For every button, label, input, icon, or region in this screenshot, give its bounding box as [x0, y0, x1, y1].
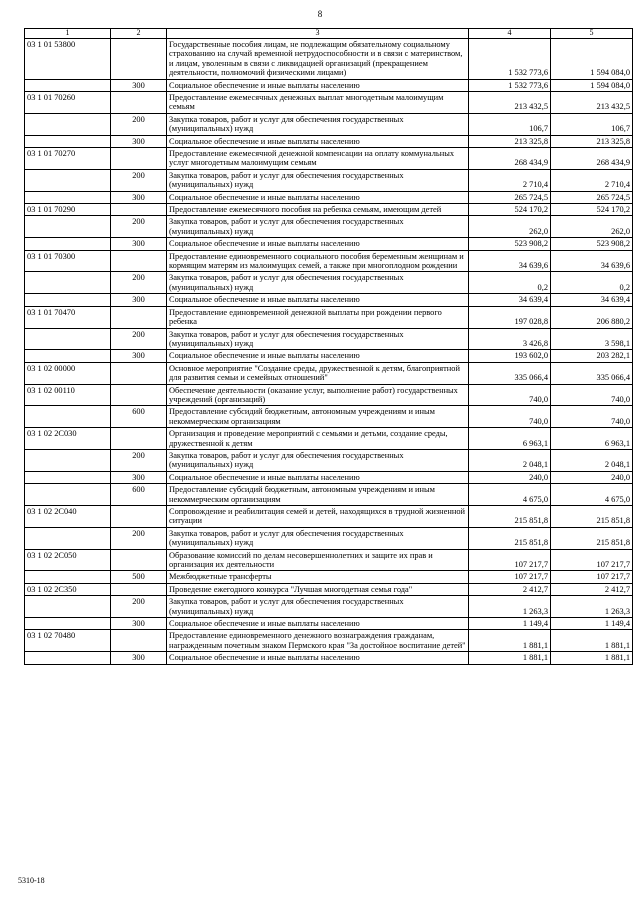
cell-item-name: Предоставление ежемесячных денежных выплат многодетным малоимущим семьям: [167, 91, 469, 113]
cell-expense-type: 600: [111, 484, 167, 506]
cell-target-code: [25, 79, 111, 91]
cell-amount-col4: 193 602,0: [469, 350, 551, 362]
cell-amount-col5: 1 594 084,0: [551, 79, 633, 91]
cell-expense-type: 200: [111, 527, 167, 549]
cell-item-name: Основное мероприятие "Создание среды, дружественной к детям, благоприятной для развития семьи и семейных отношений": [167, 362, 469, 384]
table-row: [25, 471, 633, 483]
cell-amount-col4: 1 881,1: [469, 652, 551, 664]
table-row: [25, 630, 633, 652]
budget-table: [24, 28, 633, 665]
cell-amount-col5: 4 675,0: [551, 484, 633, 506]
cell-amount-col5: 1 594 084,0: [551, 38, 633, 79]
cell-amount-col4: 1 149,4: [469, 618, 551, 630]
cell-amount-col5: 2 412,7: [551, 583, 633, 595]
cell-target-code: 03 1 02 2С350: [25, 583, 111, 595]
column-header-1: 1: [25, 29, 111, 39]
cell-amount-col5: 106,7: [551, 113, 633, 135]
cell-target-code: 03 1 01 70290: [25, 204, 111, 216]
column-header-5: 5: [551, 29, 633, 39]
table-row: [25, 449, 633, 471]
cell-item-name: Предоставление единовременного денежного вознаграждения гражданам, награжденным почетным знаком Пермского края "За достойное воспитание детей": [167, 630, 469, 652]
cell-amount-col4: 262,0: [469, 216, 551, 238]
table-row: [25, 384, 633, 406]
table-row: [25, 506, 633, 528]
cell-amount-col5: 335 066,4: [551, 362, 633, 384]
cell-expense-type: 200: [111, 449, 167, 471]
cell-item-name: Закупка товаров, работ и услуг для обеспечения государственных (муниципальных) нужд: [167, 113, 469, 135]
table-row: [25, 38, 633, 79]
cell-expense-type: 500: [111, 571, 167, 583]
cell-item-name: Социальное обеспечение и иные выплаты населению: [167, 652, 469, 664]
cell-expense-type: 300: [111, 471, 167, 483]
table-row: [25, 148, 633, 170]
cell-target-code: 03 1 02 70480: [25, 630, 111, 652]
table-row: [25, 618, 633, 630]
cell-amount-col5: 34 639,6: [551, 250, 633, 272]
cell-amount-col4: 4 675,0: [469, 484, 551, 506]
cell-target-code: [25, 596, 111, 618]
cell-item-name: Предоставление единовременной денежной выплаты при рождении первого ребенка: [167, 306, 469, 328]
cell-amount-col5: 206 880,2: [551, 306, 633, 328]
cell-target-code: 03 1 01 70260: [25, 91, 111, 113]
cell-expense-type: [111, 250, 167, 272]
cell-item-name: Предоставление субсидий бюджетным, автономным учреждениям и иным некоммерческим организациям: [167, 484, 469, 506]
cell-expense-type: 300: [111, 191, 167, 203]
cell-expense-type: [111, 362, 167, 384]
cell-amount-col4: 107 217,7: [469, 571, 551, 583]
cell-amount-col4: 107 217,7: [469, 549, 551, 571]
cell-expense-type: [111, 506, 167, 528]
cell-expense-type: 300: [111, 238, 167, 250]
cell-amount-col4: 335 066,4: [469, 362, 551, 384]
cell-amount-col5: 107 217,7: [551, 549, 633, 571]
cell-expense-type: [111, 91, 167, 113]
cell-amount-col5: 1 881,1: [551, 652, 633, 664]
cell-item-name: Предоставление ежемесячной денежной компенсации на оплату коммунальных услуг многодетным малоимущим семьям: [167, 148, 469, 170]
cell-amount-col4: 213 325,8: [469, 135, 551, 147]
cell-expense-type: [111, 204, 167, 216]
cell-item-name: Закупка товаров, работ и услуг для обеспечения государственных (муниципальных) нужд: [167, 272, 469, 294]
cell-amount-col4: 34 639,4: [469, 294, 551, 306]
cell-item-name: Социальное обеспечение и иные выплаты населению: [167, 471, 469, 483]
cell-amount-col5: 740,0: [551, 384, 633, 406]
cell-target-code: [25, 113, 111, 135]
cell-target-code: [25, 238, 111, 250]
table-row: [25, 79, 633, 91]
cell-amount-col4: 240,0: [469, 471, 551, 483]
cell-target-code: 03 1 02 2С030: [25, 428, 111, 450]
cell-amount-col5: 2 710,4: [551, 169, 633, 191]
cell-amount-col4: 2 048,1: [469, 449, 551, 471]
cell-item-name: Закупка товаров, работ и услуг для обеспечения государственных (муниципальных) нужд: [167, 596, 469, 618]
table-row: [25, 191, 633, 203]
cell-amount-col4: 2 412,7: [469, 583, 551, 595]
cell-amount-col5: 0,2: [551, 272, 633, 294]
cell-target-code: [25, 484, 111, 506]
column-header-3: 3: [167, 29, 469, 39]
cell-expense-type: [111, 38, 167, 79]
cell-target-code: [25, 135, 111, 147]
cell-item-name: Социальное обеспечение и иные выплаты населению: [167, 350, 469, 362]
cell-expense-type: 300: [111, 350, 167, 362]
cell-amount-col5: 2 048,1: [551, 449, 633, 471]
cell-target-code: [25, 328, 111, 350]
cell-amount-col5: 1 881,1: [551, 630, 633, 652]
cell-target-code: [25, 350, 111, 362]
table-row: [25, 294, 633, 306]
document-code: 5310-18: [18, 876, 45, 885]
cell-expense-type: 200: [111, 113, 167, 135]
cell-amount-col4: 106,7: [469, 113, 551, 135]
cell-amount-col5: 265 724,5: [551, 191, 633, 203]
cell-item-name: Образование комиссий по делам несовершеннолетних и защите их прав и организация их деятельности: [167, 549, 469, 571]
table-body: [25, 38, 633, 664]
table-row: [25, 328, 633, 350]
cell-item-name: Закупка товаров, работ и услуг для обеспечения государственных (муниципальных) нужд: [167, 449, 469, 471]
cell-amount-col5: 240,0: [551, 471, 633, 483]
cell-item-name: Закупка товаров, работ и услуг для обеспечения государственных (муниципальных) нужд: [167, 328, 469, 350]
cell-item-name: Социальное обеспечение и иные выплаты населению: [167, 294, 469, 306]
cell-item-name: Социальное обеспечение и иные выплаты населению: [167, 238, 469, 250]
cell-target-code: 03 1 02 00110: [25, 384, 111, 406]
cell-expense-type: 200: [111, 596, 167, 618]
cell-amount-col5: 203 282,1: [551, 350, 633, 362]
cell-expense-type: 200: [111, 272, 167, 294]
cell-target-code: 03 1 01 53800: [25, 38, 111, 79]
cell-item-name: Социальное обеспечение и иные выплаты населению: [167, 135, 469, 147]
cell-amount-col4: 34 639,6: [469, 250, 551, 272]
cell-amount-col5: 215 851,8: [551, 527, 633, 549]
cell-expense-type: [111, 630, 167, 652]
cell-amount-col4: 1 881,1: [469, 630, 551, 652]
cell-target-code: [25, 652, 111, 664]
cell-item-name: Предоставление единовременного социального пособия беременным женщинам и кормящим матерям из малоимущих семей, а также при многоплодном рождении: [167, 250, 469, 272]
cell-amount-col5: 213 432,5: [551, 91, 633, 113]
table-row: [25, 583, 633, 595]
cell-target-code: [25, 294, 111, 306]
table-row: [25, 350, 633, 362]
cell-amount-col5: 524 170,2: [551, 204, 633, 216]
cell-amount-col5: 262,0: [551, 216, 633, 238]
table-row: [25, 652, 633, 664]
cell-target-code: 03 1 01 70270: [25, 148, 111, 170]
cell-item-name: Межбюджетные трансферты: [167, 571, 469, 583]
table-row: [25, 272, 633, 294]
cell-item-name: Социальное обеспечение и иные выплаты населению: [167, 191, 469, 203]
column-header-2: 2: [111, 29, 167, 39]
table-row: [25, 527, 633, 549]
cell-target-code: 03 1 02 2С050: [25, 549, 111, 571]
cell-target-code: [25, 449, 111, 471]
cell-expense-type: 300: [111, 652, 167, 664]
cell-target-code: [25, 527, 111, 549]
cell-amount-col4: 215 851,8: [469, 527, 551, 549]
cell-item-name: Обеспечение деятельности (оказание услуг, выполнение работ) государственных учреждений (организаций): [167, 384, 469, 406]
cell-amount-col5: 34 639,4: [551, 294, 633, 306]
table-row: [25, 571, 633, 583]
cell-item-name: Организация и проведение мероприятий с семьями и детьми, создание среды, дружественной к детям: [167, 428, 469, 450]
cell-item-name: Предоставление субсидий бюджетным, автономным учреждениям и иным некоммерческим организациям: [167, 406, 469, 428]
table-row: [25, 113, 633, 135]
page-number: 8: [317, 9, 323, 19]
table-row: [25, 91, 633, 113]
cell-amount-col4: 265 724,5: [469, 191, 551, 203]
cell-amount-col4: 197 028,8: [469, 306, 551, 328]
cell-amount-col4: 1 532 773,6: [469, 38, 551, 79]
cell-target-code: 03 1 02 00000: [25, 362, 111, 384]
cell-amount-col4: 215 851,8: [469, 506, 551, 528]
table-row: [25, 484, 633, 506]
cell-amount-col5: 3 598,1: [551, 328, 633, 350]
cell-expense-type: 300: [111, 294, 167, 306]
cell-item-name: Сопровождение и реабилитация семей и детей, находящихся в трудной жизненной ситуации: [167, 506, 469, 528]
cell-target-code: [25, 216, 111, 238]
cell-item-name: Закупка товаров, работ и услуг для обеспечения государственных (муниципальных) нужд: [167, 169, 469, 191]
cell-target-code: [25, 406, 111, 428]
cell-expense-type: [111, 148, 167, 170]
cell-item-name: Закупка товаров, работ и услуг для обеспечения государственных (муниципальных) нужд: [167, 527, 469, 549]
cell-target-code: [25, 169, 111, 191]
table-row: [25, 406, 633, 428]
cell-target-code: 03 1 01 70300: [25, 250, 111, 272]
cell-expense-type: 200: [111, 216, 167, 238]
cell-item-name: Социальное обеспечение и иные выплаты населению: [167, 79, 469, 91]
cell-expense-type: 300: [111, 79, 167, 91]
cell-amount-col4: 740,0: [469, 406, 551, 428]
cell-amount-col4: 0,2: [469, 272, 551, 294]
table-row: [25, 549, 633, 571]
cell-item-name: Закупка товаров, работ и услуг для обеспечения государственных (муниципальных) нужд: [167, 216, 469, 238]
cell-expense-type: [111, 428, 167, 450]
cell-expense-type: 200: [111, 169, 167, 191]
cell-amount-col4: 2 710,4: [469, 169, 551, 191]
cell-expense-type: 200: [111, 328, 167, 350]
cell-amount-col4: 1 532 773,6: [469, 79, 551, 91]
table-row: [25, 428, 633, 450]
cell-amount-col5: 523 908,2: [551, 238, 633, 250]
cell-expense-type: 300: [111, 618, 167, 630]
cell-expense-type: 300: [111, 135, 167, 147]
cell-amount-col4: 523 908,2: [469, 238, 551, 250]
table-row: [25, 169, 633, 191]
table-row: [25, 362, 633, 384]
cell-target-code: 03 1 02 2С040: [25, 506, 111, 528]
cell-amount-col5: 213 325,8: [551, 135, 633, 147]
table-row: [25, 216, 633, 238]
table-row: [25, 135, 633, 147]
cell-item-name: Проведение ежегодного конкурса "Лучшая многодетная семья года": [167, 583, 469, 595]
cell-amount-col5: 6 963,1: [551, 428, 633, 450]
cell-expense-type: [111, 549, 167, 571]
cell-amount-col4: 524 170,2: [469, 204, 551, 216]
cell-target-code: [25, 618, 111, 630]
cell-amount-col4: 6 963,1: [469, 428, 551, 450]
cell-amount-col5: 268 434,9: [551, 148, 633, 170]
cell-amount-col5: 107 217,7: [551, 571, 633, 583]
cell-amount-col5: 740,0: [551, 406, 633, 428]
cell-expense-type: [111, 583, 167, 595]
table-row: [25, 596, 633, 618]
cell-amount-col5: 215 851,8: [551, 506, 633, 528]
cell-amount-col5: 1 149,4: [551, 618, 633, 630]
table-row: [25, 204, 633, 216]
cell-item-name: Государственные пособия лицам, не подлежащим обязательному социальному страхованию на случай временной нетрудоспособности и в связи с материнством, и лицам, уволенным в связи с ликвидацией организаций (прекращением деятельности, полномочий физическими лицами): [167, 38, 469, 79]
cell-target-code: [25, 191, 111, 203]
cell-amount-col4: 3 426,8: [469, 328, 551, 350]
header-row: [25, 29, 633, 39]
cell-target-code: [25, 571, 111, 583]
cell-target-code: [25, 272, 111, 294]
cell-expense-type: [111, 384, 167, 406]
cell-amount-col4: 268 434,9: [469, 148, 551, 170]
cell-amount-col4: 740,0: [469, 384, 551, 406]
cell-amount-col5: 1 263,3: [551, 596, 633, 618]
cell-item-name: Социальное обеспечение и иные выплаты населению: [167, 618, 469, 630]
column-header-4: 4: [469, 29, 551, 39]
cell-item-name: Предоставление ежемесячного пособия на ребенка семьям, имеющим детей: [167, 204, 469, 216]
cell-target-code: [25, 471, 111, 483]
cell-amount-col4: 1 263,3: [469, 596, 551, 618]
cell-target-code: 03 1 01 70470: [25, 306, 111, 328]
cell-amount-col4: 213 432,5: [469, 91, 551, 113]
table-row: [25, 250, 633, 272]
table-row: [25, 306, 633, 328]
table-row: [25, 238, 633, 250]
cell-expense-type: 600: [111, 406, 167, 428]
cell-expense-type: [111, 306, 167, 328]
